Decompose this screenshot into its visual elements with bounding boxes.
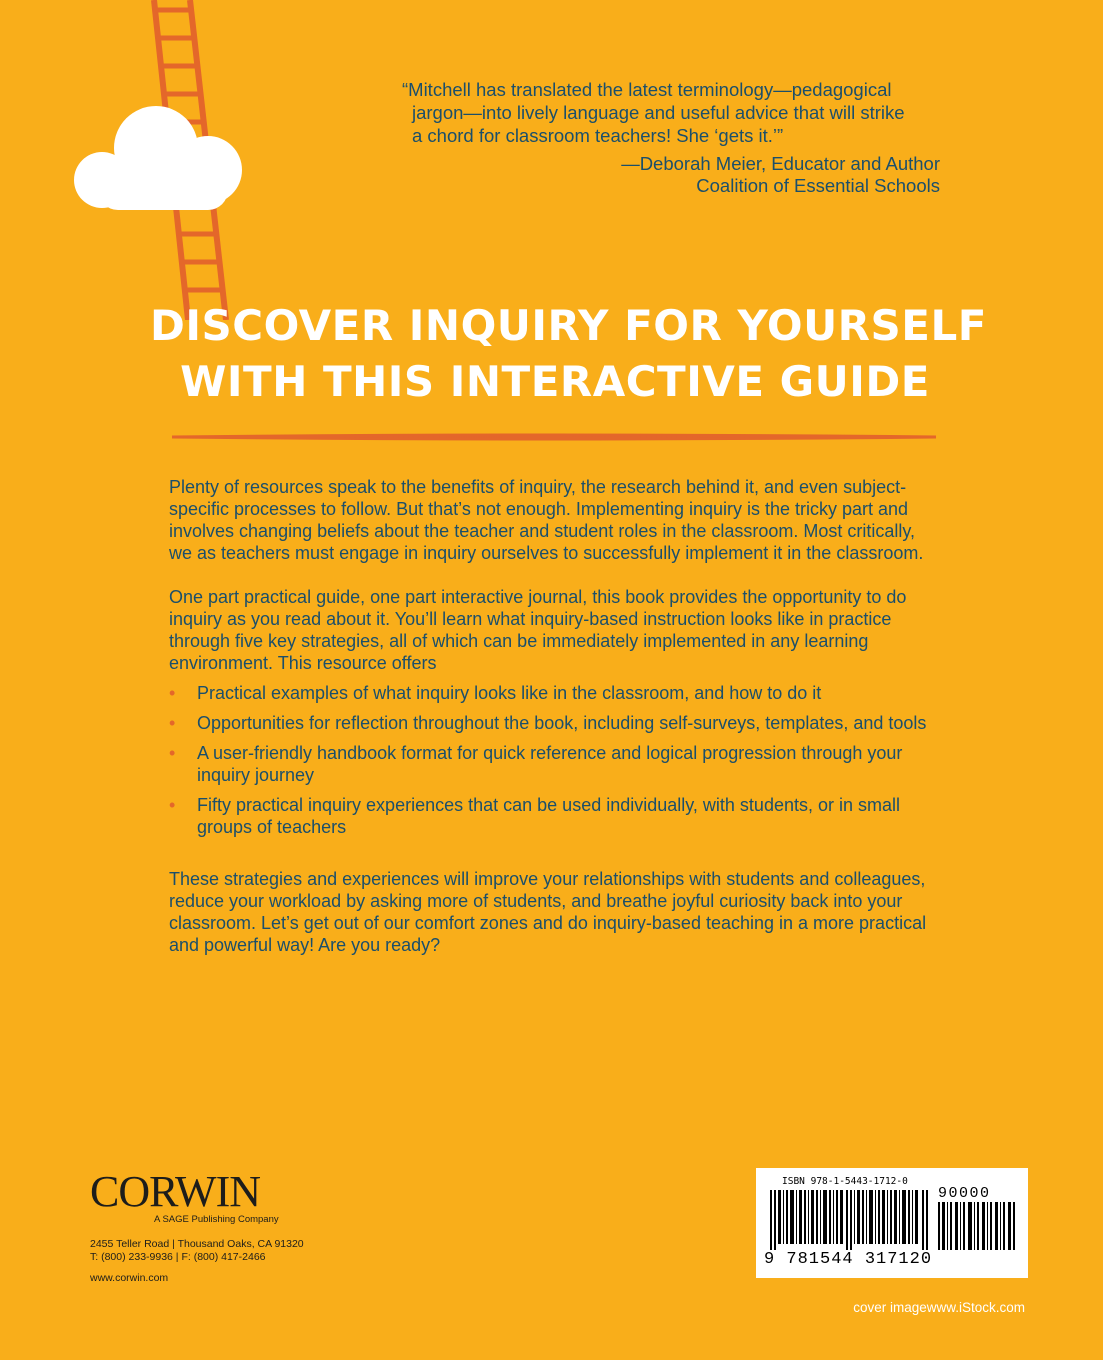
barcode-addon-bars	[938, 1202, 1018, 1250]
bullet-icon: •	[169, 683, 176, 703]
benefits-list	[169, 682, 939, 838]
list-item-text: Practical examples of what inquiry looks like in the classroom, and how to do it	[197, 683, 822, 703]
website-link[interactable]: www.corwin.com	[90, 1272, 169, 1284]
headline	[150, 298, 987, 410]
bullet-icon: •	[169, 795, 176, 815]
paragraph: One part practical guide, one part interactive journal, this book provides the opportunity to do inquiry as you read about it. You’ll learn what inquiry-based instruction looks like in practice through five key strategies, all of which can be immediately implemented in any learning environment. This resource offers	[169, 587, 907, 673]
endorsement-quote	[380, 78, 940, 197]
cloud-illustration	[68, 98, 258, 214]
attribution-name: —Deborah Meier, Educator and Author	[621, 153, 940, 174]
list-item	[169, 794, 939, 838]
quote-line: jargon—into lively language and useful advice that will strike	[412, 102, 905, 123]
cover-image-credit: cover imagewww.iStock.com	[853, 1300, 1025, 1315]
paragraph: Plenty of resources speak to the benefits of inquiry, the research behind it, and even subject-specific processes to follow. But that’s not enough. Implementing inquiry is the tricky part and involves changing beliefs about the teacher and student roles in the classroom. Most critically, we as teachers must engage in inquiry ourselves to successfully implement it in the classroom.	[169, 477, 924, 563]
isbn-barcode	[756, 1168, 1028, 1278]
quote-attribution	[380, 153, 940, 197]
publisher-address	[90, 1238, 304, 1285]
list-item-text: Opportunities for reflection throughout the book, including self-surveys, templates, and tools	[197, 713, 927, 733]
attribution-org: Coalition of Essential Schools	[696, 175, 940, 196]
description-body	[169, 476, 939, 956]
quote-line: a chord for classroom teachers! She ‘gets it.’”	[412, 125, 784, 146]
headline-line: WITH THIS INTERACTIVE GUIDE	[180, 357, 930, 406]
publisher-logo	[90, 1167, 330, 1225]
barcode-addon-number: 90000	[938, 1185, 991, 1202]
barcode-number: 9 781544 317120	[764, 1250, 933, 1269]
headline-line: DISCOVER INQUIRY FOR YOURSELF	[150, 301, 987, 350]
barcode-bars	[770, 1190, 930, 1250]
isbn-text: ISBN 978-1-5443-1712-0	[782, 1176, 908, 1187]
divider-rule	[170, 432, 938, 442]
list-item	[169, 742, 939, 786]
list-item-text: Fifty practical inquiry experiences that can be used individually, with students, or in small groups of teachers	[197, 795, 901, 837]
quote-line: “Mitchell has translated the latest terminology—pedagogical	[402, 79, 892, 100]
publisher-tagline: A SAGE Publishing Company	[154, 1214, 279, 1225]
list-item	[169, 712, 939, 734]
list-item	[169, 682, 939, 704]
bullet-icon: •	[169, 713, 176, 733]
address-line: 2455 Teller Road | Thousand Oaks, CA 91320	[90, 1238, 304, 1250]
bullet-icon: •	[169, 743, 176, 763]
publisher-name: CORWIN	[90, 1167, 260, 1216]
phone-line: T: (800) 233-9936 | F: (800) 417-2466	[90, 1251, 266, 1263]
list-item-text: A user-friendly handbook format for quick reference and logical progression through your inquiry journey	[197, 743, 903, 785]
paragraph: These strategies and experiences will improve your relationships with students and colleagues, reduce your workload by asking more of students, and breathe joyful curiosity back into your classroom. Let’s get out of our comfort zones and do inquiry-based teaching in a more practical and powerful way! Are you ready?	[169, 869, 927, 955]
